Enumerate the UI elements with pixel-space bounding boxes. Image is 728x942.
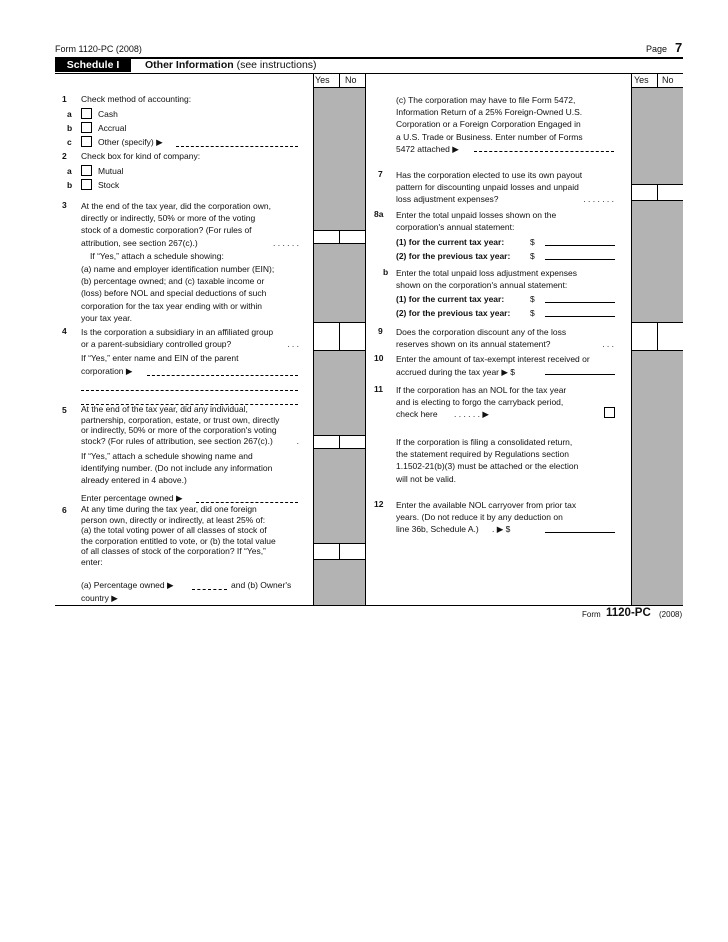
left-no-header: No bbox=[345, 75, 357, 85]
q3-yes-line-5: your tax year. bbox=[81, 312, 133, 323]
q5-line-1: At the end of the tax year, did any individual, bbox=[81, 404, 248, 414]
q5-yes-line-1: If “Yes,” attach a schedule showing name and bbox=[81, 451, 253, 461]
q6c-text bbox=[396, 94, 614, 155]
q6c-line-2: Information Return of a 25% Foreign-Owned U.S. bbox=[396, 107, 583, 118]
q3-yes-line-1: (a) name and employer identification number (EIN); bbox=[81, 264, 275, 274]
q5-answer-bottom bbox=[313, 448, 365, 449]
q8a-previous-field[interactable] bbox=[545, 259, 615, 260]
q9-answer-bottom bbox=[631, 350, 683, 351]
q10-line-2: accrued during the tax year ▶ $ bbox=[396, 367, 515, 377]
q1a-letter: a bbox=[67, 109, 72, 119]
q3-yes-line-4: corporation for the tax year ending with or within bbox=[81, 300, 262, 311]
q4-dots: . . . bbox=[287, 339, 299, 350]
q2-number: 2 bbox=[62, 151, 67, 161]
q5-line-3: or indirectly, 50% or more of the corporation's voting bbox=[81, 425, 277, 435]
q6-line-1: At any time during the tax year, did one foreign bbox=[81, 504, 257, 514]
q7-line-3: loss adjustment expenses? bbox=[396, 194, 499, 205]
q11-note-line-4: will not be valid. bbox=[396, 473, 457, 484]
q6-line-2: person own, directly or indirectly, at least 25% of: bbox=[81, 514, 266, 525]
mutual-label: Mutual bbox=[98, 166, 124, 176]
accrual-checkbox[interactable] bbox=[81, 122, 92, 133]
q5-question bbox=[81, 404, 299, 446]
q5-yes-detail bbox=[81, 450, 299, 487]
q4-yes-line-1: If “Yes,” enter name and EIN of the parent bbox=[81, 353, 239, 363]
mutual-checkbox[interactable] bbox=[81, 165, 92, 176]
q4-line-1: Is the corporation a subsidiary in an affiliated group bbox=[81, 327, 274, 337]
q8b-previous-label: (2) for the previous tax year: bbox=[396, 308, 511, 318]
q8a-current-label: (1) for the current tax year: bbox=[396, 237, 505, 247]
right-yes-header: Yes bbox=[634, 75, 649, 85]
q5-number: 5 bbox=[62, 405, 67, 415]
q6-question bbox=[81, 504, 299, 567]
q9-line-2: reserves shown on its annual statement? bbox=[396, 339, 551, 350]
q12-question bbox=[396, 499, 614, 536]
q8b-current-dollar: $ bbox=[530, 294, 535, 304]
q3-yes-detail bbox=[81, 263, 299, 324]
q4-question bbox=[81, 326, 299, 350]
footer-form-number: 1120-PC bbox=[606, 607, 651, 619]
q6-country-label: country ▶ bbox=[81, 593, 118, 603]
right-shade-2 bbox=[632, 200, 683, 322]
q12-line-2: years. (Do not reduce it by any deduction on bbox=[396, 512, 563, 523]
q7-answer-bottom bbox=[631, 200, 683, 201]
q11-line-2: and is electing to forgo the carryback period, bbox=[396, 397, 564, 408]
q3-line-4: attribution, see section 267(c).) bbox=[81, 237, 198, 248]
q7-line-1: Has the corporation elected to use its own payout bbox=[396, 170, 583, 180]
q2b-letter: b bbox=[67, 180, 73, 190]
q2a-letter: a bbox=[67, 166, 72, 176]
q8a-current-field[interactable] bbox=[545, 245, 615, 246]
q6-line-4: the corporation entitled to vote, or (b) the total value bbox=[81, 535, 276, 546]
q7-question bbox=[396, 169, 614, 206]
q3-number: 3 bbox=[62, 200, 67, 210]
q6-answer-bottom bbox=[313, 559, 365, 560]
q9-answer-top bbox=[631, 322, 683, 323]
q4-answer-top bbox=[313, 322, 365, 323]
q11-line-3: check here bbox=[396, 409, 438, 420]
schedule-title-wrap bbox=[145, 59, 317, 72]
q8a-current-dollar: $ bbox=[530, 237, 535, 247]
q8b-current-field[interactable] bbox=[545, 302, 615, 303]
right-shade-3 bbox=[632, 350, 683, 605]
stock-checkbox[interactable] bbox=[81, 179, 92, 190]
q5-yes-line-3: already entered in 4 above.) bbox=[81, 475, 187, 486]
stock-label: Stock bbox=[98, 180, 120, 190]
q10-number: 10 bbox=[374, 353, 384, 363]
q12-dots: . ▶ $ bbox=[492, 524, 511, 535]
q8a-previous-dollar: $ bbox=[530, 251, 535, 261]
q8b-previous-dollar: $ bbox=[530, 308, 535, 318]
schedule-badge: Schedule I bbox=[55, 59, 131, 72]
q3-answer-top bbox=[313, 230, 365, 231]
schedule-title: Other Information bbox=[145, 59, 234, 71]
left-shade-2 bbox=[314, 243, 365, 322]
q6a-label: (a) Percentage owned ▶ bbox=[81, 580, 174, 590]
q10-line-1: Enter the amount of tax-exempt interest received or bbox=[396, 354, 590, 364]
q8a-question bbox=[396, 209, 614, 233]
q8b-current-label: (1) for the current tax year: bbox=[396, 294, 505, 304]
q6a-percentage-field[interactable] bbox=[192, 589, 227, 590]
q6c-line-1: (c) The corporation may have to file Form 5472, bbox=[396, 95, 576, 105]
page-number: 7 bbox=[675, 40, 683, 55]
q8a-line-1: Enter the total unpaid losses shown on the bbox=[396, 210, 557, 220]
q7-dots: . . . . . . . bbox=[583, 194, 614, 205]
q7-answer-top bbox=[631, 184, 683, 185]
q3-question bbox=[81, 200, 299, 249]
q4-answer-bottom bbox=[313, 350, 365, 351]
parent-ein-field[interactable] bbox=[81, 390, 298, 391]
left-no-col-border bbox=[365, 73, 366, 605]
q5-line-4: stock? (For rules of attribution, see section 267(c).) bbox=[81, 435, 273, 446]
q1-number: 1 bbox=[62, 94, 67, 104]
q7-number: 7 bbox=[378, 169, 383, 179]
q6b-label: and (b) Owner's bbox=[231, 580, 292, 590]
left-shade-3 bbox=[314, 350, 365, 435]
tax-exempt-interest-field[interactable] bbox=[545, 374, 615, 375]
q6-number: 6 bbox=[62, 505, 67, 515]
other-method-field[interactable] bbox=[176, 146, 298, 147]
left-yes-header: Yes bbox=[315, 75, 330, 85]
q4-yes-line-2: corporation ▶ bbox=[81, 366, 133, 376]
q8a-line-2: corporation's annual statement: bbox=[396, 222, 515, 233]
q4-number: 4 bbox=[62, 326, 67, 336]
q9-line-1: Does the corporation discount any of the loss bbox=[396, 327, 567, 337]
page-label: Page bbox=[646, 44, 668, 54]
q7-line-2: pattern for discounting unpaid losses and unpaid bbox=[396, 182, 579, 193]
q1b-letter: b bbox=[67, 123, 73, 133]
q8a-number: 8a bbox=[374, 209, 384, 219]
q5-line-2: partnership, corporation, estate, or trust own, directly bbox=[81, 414, 280, 425]
title-rule bbox=[55, 73, 683, 74]
left-shade-5 bbox=[314, 559, 365, 605]
q3-dots: . . . . . . bbox=[273, 237, 299, 248]
q8a-previous-label: (2) for the previous tax year: bbox=[396, 251, 511, 261]
q5-answer-top bbox=[313, 435, 365, 436]
q3-answer-bottom bbox=[313, 243, 365, 244]
q12-line-1: Enter the available NOL carryover from prior tax bbox=[396, 500, 577, 510]
q3-yes-intro: If “Yes,” attach a schedule showing: bbox=[90, 251, 224, 261]
schedule-title-suffix: (see instructions) bbox=[236, 59, 317, 71]
cash-label: Cash bbox=[98, 109, 118, 119]
q11-note-line-3: 1.1502-21(b)(3) must be attached or the election bbox=[396, 461, 579, 472]
q6c-line-4: a U.S. Trade or Business. Enter number of Forms bbox=[396, 131, 583, 142]
right-no-header: No bbox=[662, 75, 674, 85]
q11-note-line-2: the statement required by Regulations section bbox=[396, 449, 569, 460]
q11-number: 11 bbox=[374, 384, 383, 394]
q6-answer-top bbox=[313, 543, 365, 544]
q11-note bbox=[396, 436, 614, 485]
q4-line-2: or a parent-subsidiary controlled group? bbox=[81, 339, 232, 350]
q11-dots: . . . . . . ▶ bbox=[454, 409, 489, 420]
q1c-letter: c bbox=[67, 137, 72, 147]
q5-percentage-label: Enter percentage owned ▶ bbox=[81, 493, 183, 503]
parent-name-field[interactable] bbox=[147, 375, 298, 376]
q8b-number: b bbox=[383, 267, 389, 277]
q9-dots: . . . bbox=[602, 339, 614, 350]
other-method-label: Other (specify) ▶ bbox=[98, 137, 163, 147]
form-id: Form 1120-PC (2008) bbox=[55, 44, 142, 54]
footer-form-word: Form bbox=[582, 610, 601, 619]
q6-line-5: of all classes of stock of the corporation? If “Yes,” bbox=[81, 546, 266, 556]
q5-yes-line-2: identifying number. (Do not include any information bbox=[81, 463, 273, 474]
q8b-previous-field[interactable] bbox=[545, 316, 615, 317]
q2-text: Check box for kind of company: bbox=[81, 151, 201, 161]
q9-number: 9 bbox=[378, 326, 383, 336]
right-shade-1 bbox=[632, 88, 683, 184]
q8b-line-1: Enter the total unpaid loss adjustment expenses bbox=[396, 268, 577, 278]
q1-text: Check method of accounting: bbox=[81, 94, 192, 104]
q6-line-6: enter: bbox=[81, 556, 103, 567]
nol-carryover-field[interactable] bbox=[545, 532, 615, 533]
q8b-question bbox=[396, 267, 614, 291]
q3-line-2: directly or indirectly, 50% or more of the voting bbox=[81, 213, 256, 224]
q6c-line-5: 5472 attached ▶ bbox=[396, 143, 459, 154]
q12-line-3: line 36b, Schedule A.) bbox=[396, 524, 479, 535]
q5-percentage-field[interactable] bbox=[196, 502, 298, 503]
q5-dots: . bbox=[296, 435, 299, 446]
left-shade-1 bbox=[314, 88, 365, 230]
q3-yes-line-3: (loss) before NOL and special deductions of such bbox=[81, 288, 267, 299]
bottom-rule bbox=[55, 605, 683, 606]
cash-checkbox[interactable] bbox=[81, 108, 92, 119]
other-method-checkbox[interactable] bbox=[81, 136, 92, 147]
forgo-carryback-checkbox[interactable] bbox=[604, 407, 615, 418]
q9-question bbox=[396, 326, 614, 350]
q8b-line-2: shown on the corporation's annual statement: bbox=[396, 280, 568, 291]
q3-yes-line-2: (b) percentage owned; and (c) taxable income or bbox=[81, 276, 265, 287]
q11-note-line-1: If the corporation is filing a consolidated return, bbox=[396, 437, 573, 447]
q12-number: 12 bbox=[374, 499, 384, 509]
form-5472-count-field[interactable] bbox=[474, 151, 614, 152]
accrual-label: Accrual bbox=[98, 123, 127, 133]
q10-question bbox=[396, 353, 614, 379]
q11-line-1: If the corporation has an NOL for the tax year bbox=[396, 385, 567, 395]
q6-line-3: (a) the total voting power of all classes of stock of bbox=[81, 525, 267, 535]
left-shade-4 bbox=[314, 448, 365, 543]
q11-question bbox=[396, 384, 614, 421]
q6c-line-3: Corporation or a Foreign Corporation Engaged in bbox=[396, 119, 581, 130]
q3-line-1: At the end of the tax year, did the corporation own, bbox=[81, 201, 271, 211]
q3-line-3: stock of a domestic corporation? (For rules of bbox=[81, 225, 252, 236]
footer-year: (2008) bbox=[659, 610, 683, 619]
